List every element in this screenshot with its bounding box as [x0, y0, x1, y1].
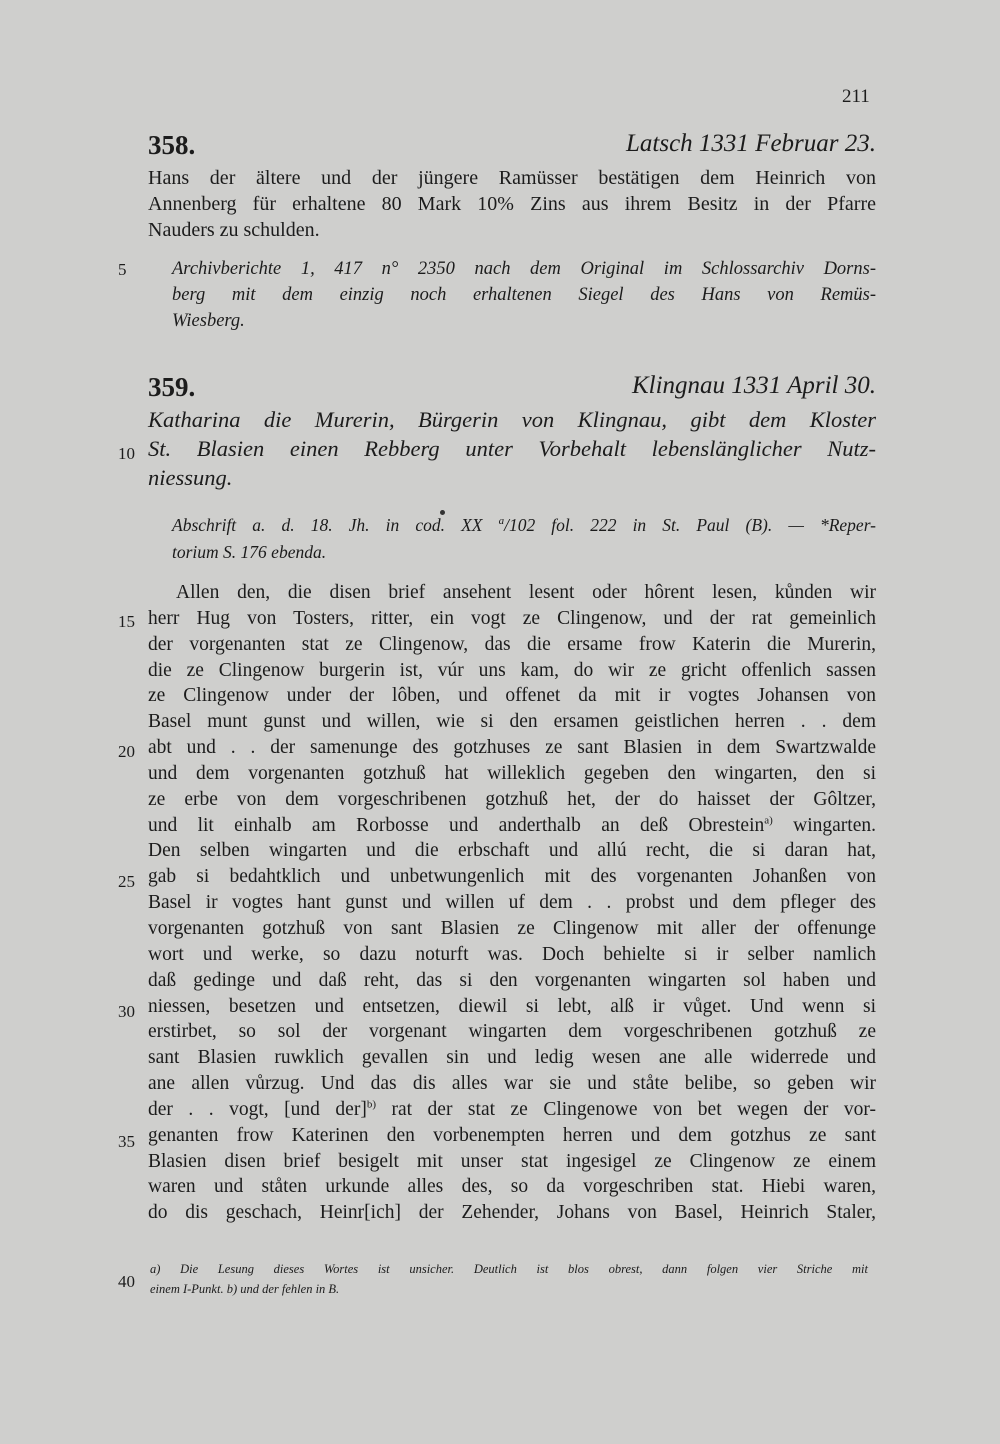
- text-line: niessen, besetzen und entsetzen, diewil si lebt, alß ir vůget. Und wenn si: [148, 995, 876, 1017]
- text-line: ane allen vůrzug. Und das dis alles war sie und ståte belibe, so geben wir: [148, 1073, 876, 1095]
- text-line: sant Blasien ruwklich gevallen sin und ledig wesen ane alle widerrede und: [148, 1047, 876, 1069]
- entry-358-source: [172, 256, 876, 334]
- text-line: Allen den, die disen brief ansehent lesent oder hôrent lesen, kůnden wir: [176, 582, 876, 603]
- line-number: 10: [118, 444, 135, 463]
- text-line: abt und . . der samenunge des gotzhuses ze sant Blasien in dem Swartzwalde: [148, 737, 876, 759]
- entry-359-source: [172, 512, 876, 566]
- line-number: 35: [118, 1132, 135, 1151]
- text-line: wort und werke, so dazu noturft was. Doch behielte si ir selber namlich: [148, 943, 876, 965]
- line-number: 5: [118, 260, 127, 279]
- footnotes: [150, 1259, 868, 1299]
- text-line: genanten frow Katerinen den vorbenempten herren und dem gotzhus ze sant: [148, 1124, 876, 1146]
- summary-line: Nauders zu schulden.: [148, 219, 320, 241]
- line-number: 25: [118, 872, 135, 891]
- text-line: die ze Clingenow burgerin ist, vúr uns kam, do wir ze gricht offenlich sassen: [148, 659, 876, 681]
- entry-358-header: [148, 130, 876, 166]
- entry-359-summary: [148, 405, 876, 492]
- page-number: 211: [842, 86, 870, 107]
- text-line: und lit einhalb am Rorbosse und anderthalb an deß Obrestein$^{a)}$ wingarten.: [148, 814, 876, 836]
- text-line: Basel munt gunst und willen, wie si den ersamen geistlichen herren . . dem: [148, 711, 876, 733]
- text-line: Den selben wingarten und die erbschaft und allú recht, die si daran hat,: [148, 840, 876, 862]
- line-number: 20: [118, 742, 135, 761]
- summary-line: Annenberg für erhaltene 80 Mark 10% Zins aus ihrem Besitz in der Pfarre: [148, 193, 876, 215]
- charter-text: [148, 580, 876, 1226]
- summary-line: Katharina die Murerin, Bürgerin von Klingnau, gibt dem Kloster: [148, 407, 876, 432]
- summary-line: St. Blasien einen Rebberg unter Vorbehalt lebenslänglicher Nutz-: [148, 436, 876, 461]
- text-line: herr Hug von Tosters, ritter, ein vogt ze Clingenow, und der rat gemeinlich: [148, 607, 876, 629]
- line-number: 40: [118, 1272, 135, 1291]
- text-line: do dis geschach, Heinr[ich] der Zehender, Johans von Basel, Heinrich Staler,: [148, 1202, 876, 1224]
- footnote-line: a) Die Lesung dieses Wortes ist unsicher. Deutlich ist blos obrest, dann folgen vier Striche mit: [150, 1262, 868, 1276]
- text-line: und dem vorgenanten gotzhuß hat willeklich gegeben den wingarten, den si: [148, 762, 876, 784]
- summary-line: niessung.: [148, 465, 233, 490]
- line-number: 15: [118, 612, 135, 631]
- entry-place-date: Latsch 1331 Februar 23.: [626, 130, 876, 157]
- entry-number: 358.: [148, 130, 196, 160]
- entry-359-header: [148, 372, 876, 408]
- source-line: Wiesberg.: [172, 311, 245, 331]
- text-line: Basel ir vogtes hant gunst und willen uf dem . . probst und dem pfleger des: [148, 892, 876, 914]
- footnote-line: einem I-Punkt. b) und der fehlen in B.: [150, 1282, 340, 1296]
- text-line: waren und ståten urkunde alles des, so da vorgeschriben stat. Hiebi waren,: [148, 1176, 876, 1198]
- text-line: erstirbet, so sol der vorgenant wingarten dem vorgeschribenen gotzhuß ze: [148, 1021, 876, 1043]
- text-line: der vorgenanten stat ze Clingenow, das die ersame frow Katerin die Murerin,: [148, 633, 876, 655]
- source-line: Archivberichte 1, 417 n° 2350 nach dem Original im Schlossarchiv Dorns-: [172, 259, 876, 279]
- source-line: berg mit dem einzig noch erhaltenen Siegel des Hans von Remüs-: [172, 285, 876, 305]
- text-line: ze Clingenow under der lôben, und offenet da mit ir vogtes Johansen von: [148, 685, 876, 707]
- entry-358-summary: [148, 165, 876, 243]
- source-line: Abschrift a. d. 18. Jh. in cod. XX $^a$/102 fol. 222 in St. Paul (B). — *Reper-: [172, 515, 876, 535]
- line-number: 30: [118, 1002, 135, 1021]
- summary-line: Hans der ältere und der jüngere Ramüsser bestätigen dem Heinrich von: [148, 167, 876, 189]
- text-line: Blasien disen brief besigelt mit unser stat ingesigel ze Clingenow ze einem: [148, 1150, 876, 1172]
- text-line: vorgenanten gotzhuß von sant Blasien ze Clingenow mit aller der offenunge: [148, 917, 876, 939]
- entry-number: 359.: [148, 372, 196, 402]
- source-line: torium S. 176 ebenda.: [172, 542, 327, 562]
- text-line: gab si bedahtklich und unbetwungenlich mit des vorgenanten Johanßen von: [148, 866, 876, 888]
- text-line: der . . vogt, [und der]$^{b)}$ rat der stat ze Clingenowe von bet wegen der vor-: [148, 1098, 876, 1120]
- text-line: ze erbe von dem vorgeschribenen gotzhuß het, der do haisset der Gôltzer,: [148, 788, 876, 810]
- text-line: daß gedinge und daß reht, das si den vorgenanten wingarten sol haben und: [148, 969, 876, 991]
- entry-place-date: Klingnau 1331 April 30.: [631, 372, 876, 399]
